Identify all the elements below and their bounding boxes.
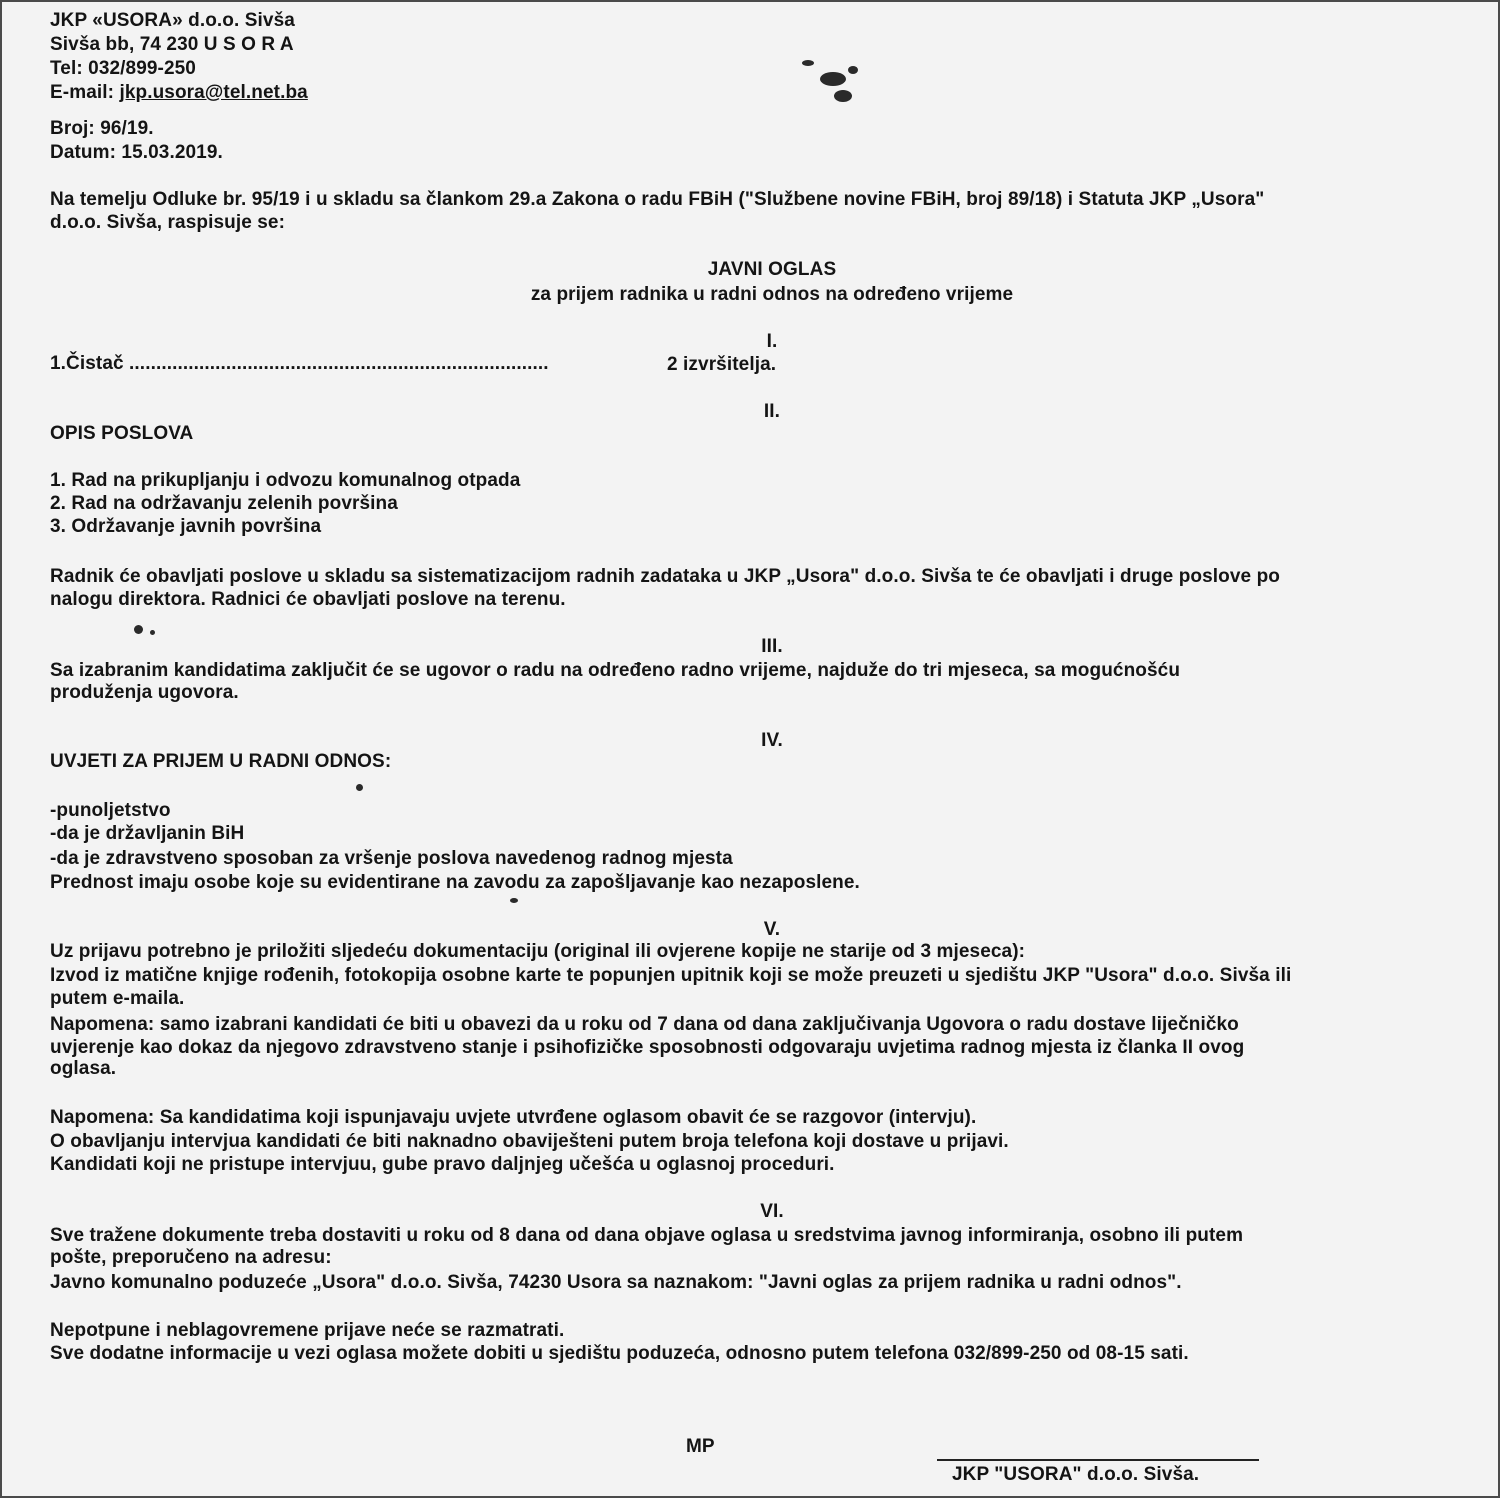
paragraph-line: Napomena: samo izabrani kandidati će biti u obavezi da u roku od 7 dana od dana zaključivanja Ugovora o radu dostave liječničko — [50, 1014, 1239, 1035]
section-numeral: V. — [763, 919, 781, 940]
paragraph-line: Kandidati koji ne pristupe intervjuu, gube pravo daljnjeg učešća u oglasnoj proceduri. — [50, 1154, 835, 1175]
page-title: JAVNI OGLAS — [707, 259, 837, 280]
company-name: JKP «USORA» d.o.o. Sivša — [50, 10, 295, 31]
paragraph-line: Nepotpune i neblagovremene prijave neće se razmatrati. — [50, 1320, 565, 1341]
intro-line: d.o.o. Sivša, raspisuje se: — [50, 212, 286, 233]
list-item: 3. Održavanje javnih površina — [50, 516, 322, 537]
list-item: 1. Rad na prikupljanju i odvozu komunalnog otpada — [50, 470, 521, 491]
position-title: 1.Čistač .............................................................................. — [50, 353, 549, 374]
paragraph-line: uvjerenje kao dokaz da njegovo zdravstveno stanje i psihofizičke sposobnosti odgovaraju uvjetima radnog mjesta iz članka II ovog — [50, 1037, 1245, 1058]
email-label: E-mail: — [50, 82, 115, 103]
paragraph-line: Javno komunalno poduzeće „Usora" d.o.o. Sivša, 74230 Usora sa naznakom: "Javni oglas za prijem radnika u radni odnos". — [50, 1272, 1182, 1293]
signature-line — [937, 1459, 1259, 1461]
page-subtitle: za prijem radnika u radni odnos na određeno vrijeme — [530, 284, 1014, 305]
paragraph-line: Sve dodatne informacije u vezi oglasa možete dobiti u sjedištu poduzeća, odnosno putem telefona 032/899-250 od 08-15 sati. — [50, 1343, 1189, 1364]
paragraph-line: putem e-maila. — [50, 988, 185, 1009]
company-email — [50, 82, 308, 104]
paragraph-line: produženja ugovora. — [50, 682, 239, 703]
section-numeral: I. — [766, 331, 778, 352]
paragraph-line: Prednost imaju osobe koje su evidentirane na zavodu za zapošljavanje kao nezaposlene. — [50, 872, 860, 893]
company-address: Sivša bb, 74 230 U S O R A — [50, 34, 294, 55]
list-item: -da je državljanin BiH — [50, 823, 245, 844]
document-number: Broj: 96/19. — [50, 118, 154, 139]
paragraph-line: Izvod iz matične knjige rođenih, fotokopija osobne karte te popunjen upitnik koji se može preuzeti u sjedištu JKP "Usora" d.o.o. Sivša ili — [50, 965, 1292, 986]
paragraph-line: Uz prijavu potrebno je priložiti sljedeću dokumentaciju (original ili ovjerene kopije ne starije od 3 mjeseca): — [50, 941, 1026, 962]
signature-label: JKP "USORA" d.o.o. Sivša. — [952, 1464, 1200, 1485]
section-numeral: III. — [761, 636, 783, 657]
intro-line: Na temelju Odluke br. 95/19 i u skladu sa člankom 29.a Zakona o radu FBiH ("Službene novine FBiH, broj 89/18) i Statuta JKP „Usora" — [50, 189, 1265, 210]
email-link[interactable]: jkp.usora@tel.net.ba — [119, 82, 308, 103]
section-heading: OPIS POSLOVA — [50, 423, 194, 444]
company-phone: Tel: 032/899-250 — [50, 58, 196, 79]
paragraph-line: Sa izabranim kandidatima zaključit će se ugovor o radu na određeno radno vrijeme, najduže do tri mjeseca, sa mogućnošću — [50, 660, 1181, 681]
document-date: Datum: 15.03.2019. — [50, 142, 223, 163]
paragraph-line: oglasa. — [50, 1058, 117, 1079]
section-numeral: II. — [763, 401, 781, 422]
list-item: 2. Rad na održavanju zelenih površina — [50, 493, 398, 514]
paragraph-line: pošte, preporučeno na adresu: — [50, 1247, 332, 1268]
paragraph-line: nalogu direktora. Radnici će obavljati poslove na terenu. — [50, 589, 566, 610]
paragraph-line: Sve tražene dokumente treba dostaviti u roku od 8 dana od dana objave oglasa u sredstvima javnog informiranja, osobno ili putem — [50, 1225, 1244, 1246]
paragraph-line: Napomena: Sa kandidatima koji ispunjavaju uvjete utvrđene oglasom obavit će se razgovor (intervju). — [50, 1107, 977, 1128]
section-numeral: VI. — [760, 1201, 784, 1222]
section-numeral: IV. — [761, 730, 783, 751]
paragraph-line: Radnik će obavljati poslove u skladu sa sistematizacijom radnih zadataka u JKP „Usora" d.o.o. Sivša te će obavljati i druge poslove po — [50, 566, 1280, 587]
list-item: -punoljetstvo — [50, 800, 171, 821]
seal-placeholder: MP — [686, 1436, 715, 1457]
section-heading: UVJETI ZA PRIJEM U RADNI ODNOS: — [50, 751, 392, 772]
position-count: 2 izvršitelja. — [667, 354, 777, 375]
paragraph-line: O obavljanju intervjua kandidati će biti naknadno obaviješteni putem broja telefona koji dostave u prijavi. — [50, 1131, 1009, 1152]
list-item: -da je zdravstveno sposoban za vršenje poslova navedenog radnog mjesta — [50, 848, 733, 869]
